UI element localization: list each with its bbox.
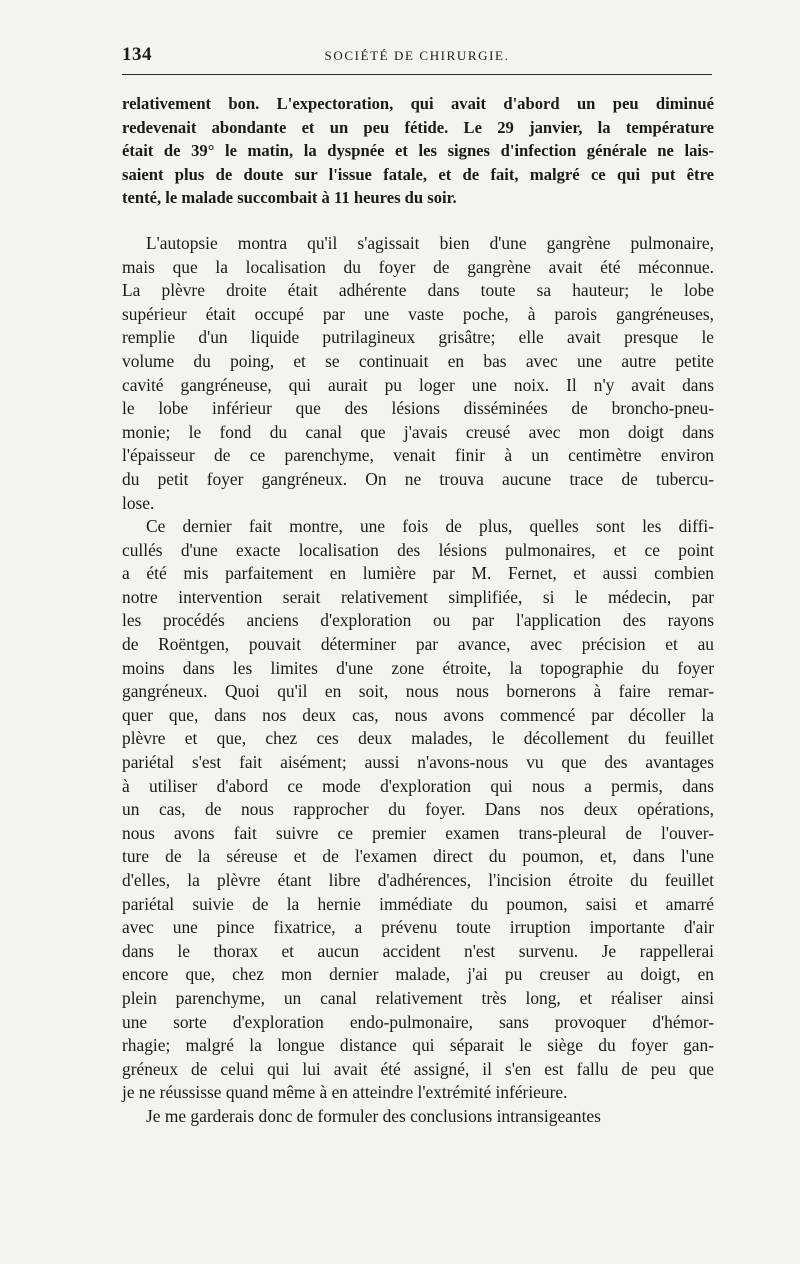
text-line: rhagie; malgré la longue distance qui séparait le siège du foyer gan- <box>122 1035 714 1056</box>
text-line: Ce dernier fait montre, une fois de plus, quelles sont les diffi- <box>146 516 714 537</box>
text-line: à utiliser d'abord ce mode d'exploration qui nous a permis, dans <box>122 775 714 796</box>
text-line: ture de la séreuse et de l'examen direct du poumon, et, dans l'une <box>122 846 714 867</box>
text-line: mais que la localisation du foyer de gangrène avait été méconnue. <box>122 256 714 277</box>
text-line: a été mis parfaitement en lumière par M. Fernet, et aussi combien <box>122 563 714 584</box>
running-title: SOCIÉTÉ DE CHIRURGIE. <box>324 48 510 63</box>
text-line: cavité gangréneuse, qui aurait pu loger une noix. Il n'y avait dans <box>122 374 714 395</box>
text-line: dans le thorax et aucun accident n'est survenu. Je rappellerai <box>122 940 714 961</box>
text-line: les procédés anciens d'exploration ou par l'application des rayons <box>122 610 714 631</box>
text-line: relativement bon. L'expectoration, qui avait d'abord un peu diminué <box>122 94 714 113</box>
text-line: un cas, de nous rapprocher du foyer. Dans nos deux opérations, <box>122 799 714 820</box>
text-line: avec une pince fixatrice, a prévenu toute irruption importante d'air <box>122 917 714 938</box>
text-line: était de 39° le matin, la dyspnée et les signes d'infection générale ne lais- <box>122 141 714 161</box>
text-line: plein parenchyme, un canal relativement très long, et réaliser ainsi <box>122 987 714 1008</box>
text-line: monie; le fond du canal que j'avais creusé avec mon doigt dans <box>122 421 714 442</box>
header-rule <box>122 74 712 75</box>
text-line: volume du poing, et se continuait en bas avec une autre petite <box>122 350 714 371</box>
text-line: tenté, le malade succombait à 11 heures du soir. <box>122 188 457 208</box>
paragraph <box>122 232 714 515</box>
page-number: 134 <box>122 44 152 65</box>
text-line: de Roëntgen, pouvait déterminer par avance, avec précision et au <box>122 634 714 655</box>
text-line: Je me garderais donc de formuler des conclusions intransigeantes <box>146 1105 601 1126</box>
text-line: le lobe inférieur que des lésions disséminées de broncho-pneu- <box>122 398 714 419</box>
text-line: quer que, dans nos deux cas, nous avons commencé par décoller la <box>122 704 714 725</box>
paragraph <box>122 92 714 210</box>
text-line: encore que, chez mon dernier malade, j'ai pu creuser au doigt, en <box>122 964 714 985</box>
text-line: remplie d'un liquide putrilagineux grisâtre; elle avait presque le <box>122 327 714 348</box>
text-line: notre intervention serait relativement simplifiée, si le médecin, par <box>122 586 714 607</box>
text-line: je ne réussisse quand même à en atteindre l'extrémité inférieure. <box>122 1082 568 1103</box>
text-line: gréneux de celui qui lui avait été assigné, il s'en est fallu de peu que <box>122 1058 714 1079</box>
paragraph <box>122 515 714 1105</box>
text-line: supérieur était occupé par une vaste poche, à parois gangréneuses, <box>122 303 714 324</box>
text-line: plèvre et que, chez ces deux malades, le décollement du feuillet <box>122 728 714 749</box>
body-text <box>122 92 714 1129</box>
text-line: lose. <box>122 492 155 513</box>
text-line: saient plus de doute sur l'issue fatale, et de fait, malgré ce qui put être <box>122 164 714 184</box>
paragraph-gap <box>122 210 714 232</box>
text-line: nous avons fait suivre ce premier examen trans-pleural de l'ouver- <box>122 822 714 843</box>
text-line: L'autopsie montra qu'il s'agissait bien d'une gangrène pulmonaire, <box>146 232 714 253</box>
text-line: pariétal s'est fait aisément; aussi n'avons-nous vu que des avantages <box>122 752 714 773</box>
page-header <box>122 40 712 70</box>
text-line: redevenait abondante et un peu fétide. Le 29 janvier, la température <box>122 117 714 137</box>
text-line: La plèvre droite était adhérente dans toute sa hauteur; le lobe <box>122 280 714 301</box>
text-line: cullés d'une exacte localisation des lésions pulmonaires, et ce point <box>122 539 714 560</box>
text-line: gangréneux. Quoi qu'il en soit, nous nous bornerons à faire remar- <box>122 681 714 702</box>
paragraph <box>122 1105 714 1129</box>
text-line: pariétal suivie de la hernie immédiate du poumon, saisi et amarré <box>122 893 714 914</box>
text-line: du petit foyer gangréneux. On ne trouva aucune trace de tubercu- <box>122 468 714 489</box>
text-line: d'elles, la plèvre étant libre d'adhérences, l'incision étroite du feuillet <box>122 870 714 890</box>
text-line: moins dans les limites d'une zone étroite, la topographie du foyer <box>122 657 714 678</box>
text-line: l'épaisseur de ce parenchyme, venait finir à un centimètre environ <box>122 445 714 466</box>
text-line: une sorte d'exploration endo-pulmonaire, sans provoquer d'hémor- <box>122 1011 714 1032</box>
